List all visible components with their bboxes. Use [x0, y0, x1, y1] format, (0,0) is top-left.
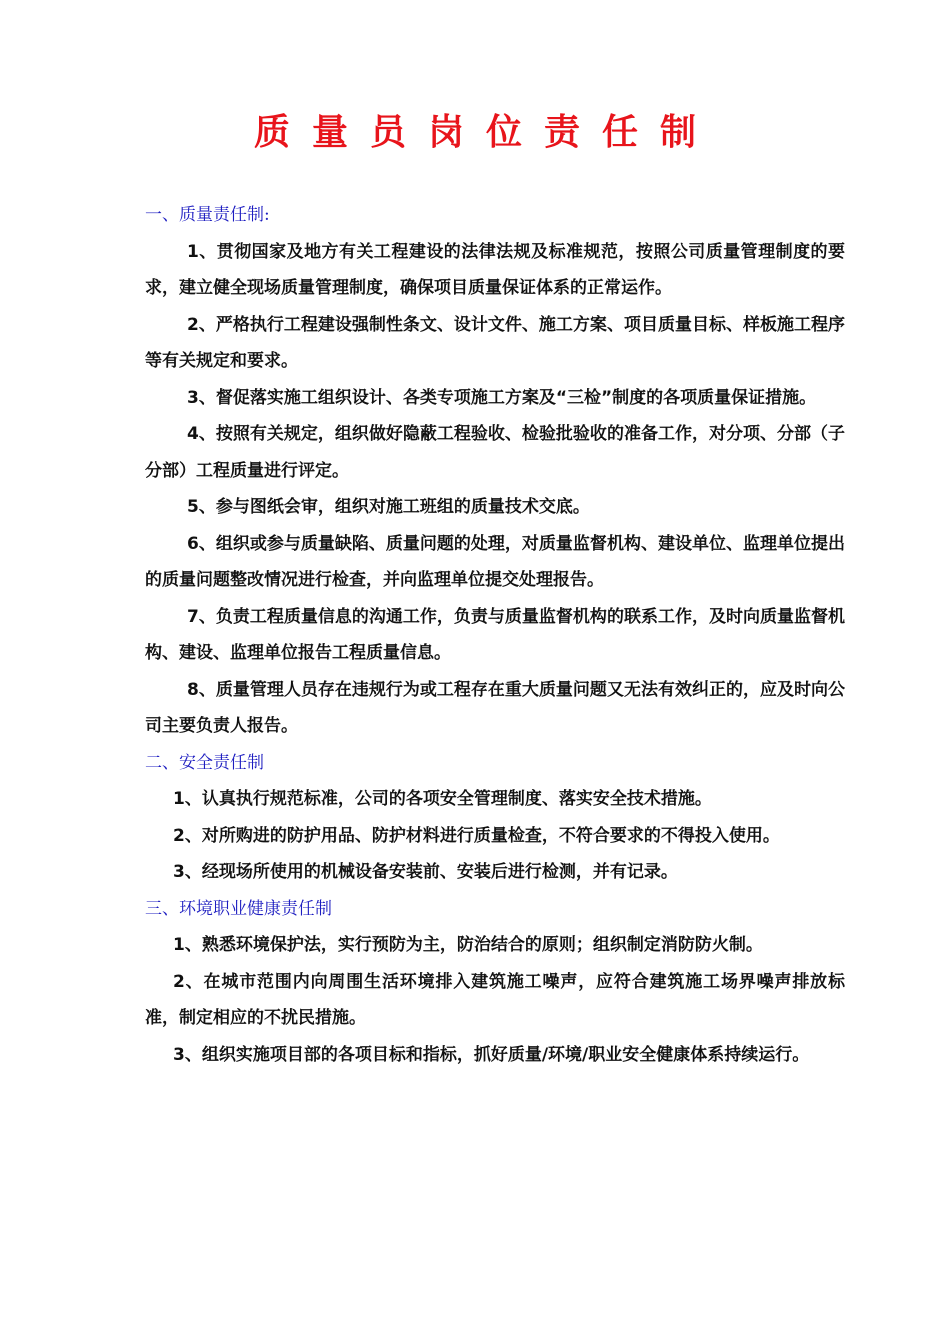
section-quality	[145, 197, 845, 745]
list-item: 6、组织或参与质量缺陷、质量问题的处理，对质量监督机构、建设单位、监理单位提出的质量问题整改情况进行检查，并向监理单位提交处理报告。	[145, 533, 845, 590]
section-heading: 三、环境职业健康责任制	[145, 898, 332, 919]
page-title: 质量员岗位责任制	[253, 112, 718, 153]
section-environment-health	[145, 891, 845, 1074]
section-heading: 二、安全责任制	[145, 752, 264, 773]
section-safety	[145, 745, 845, 891]
list-item: 3、组织实施项目部的各项目标和指标，抓好质量/环境/职业安全健康体系持续运行。	[173, 1044, 810, 1065]
list-item: 1、贯彻国家及地方有关工程建设的法律法规及标准规范，按照公司质量管理制度的要求，建立健全现场质量管理制度，确保项目质量保证体系的正常运作。	[145, 241, 845, 298]
list-item: 3、经现场所使用的机械设备安装前、安装后进行检测，并有记录。	[173, 862, 678, 882]
list-item: 5、参与图纸会审，组织对施工班组的质量技术交底。	[187, 497, 590, 517]
list-item: 8、质量管理人员存在违规行为或工程存在重大质量问题又无法有效纠正的，应及时向公司主要负责人报告。	[145, 679, 845, 736]
document-body	[145, 197, 845, 1073]
list-item: 1、熟悉环境保护法，实行预防为主，防治结合的原则；组织制定消防防火制。	[173, 935, 763, 955]
list-item: 2、对所购进的防护用品、防护材料进行质量检查，不符合要求的不得投入使用。	[173, 825, 780, 846]
list-item: 2、严格执行工程建设强制性条文、设计文件、施工方案、项目质量目标、样板施工程序等有关规定和要求。	[145, 314, 845, 371]
list-item: 1、认真执行规范标准，公司的各项安全管理制度、落实安全技术措施。	[173, 789, 712, 809]
list-item: 3、督促落实施工组织设计、各类专项施工方案及“三检”制度的各项质量保证措施。	[187, 387, 817, 408]
list-item: 4、按照有关规定，组织做好隐蔽工程验收、检验批验收的准备工作，对分项、分部（子分部）工程质量进行评定。	[145, 424, 845, 481]
section-heading: 一、质量责任制:	[145, 205, 270, 225]
list-item: 7、负责工程质量信息的沟通工作，负责与质量监督机构的联系工作，及时向质量监督机构、建设、监理单位报告工程质量信息。	[145, 606, 845, 663]
list-item: 2、在城市范围内向周围生活环境排入建筑施工噪声，应符合建筑施工场界噪声排放标准，制定相应的不扰民措施。	[145, 971, 845, 1028]
